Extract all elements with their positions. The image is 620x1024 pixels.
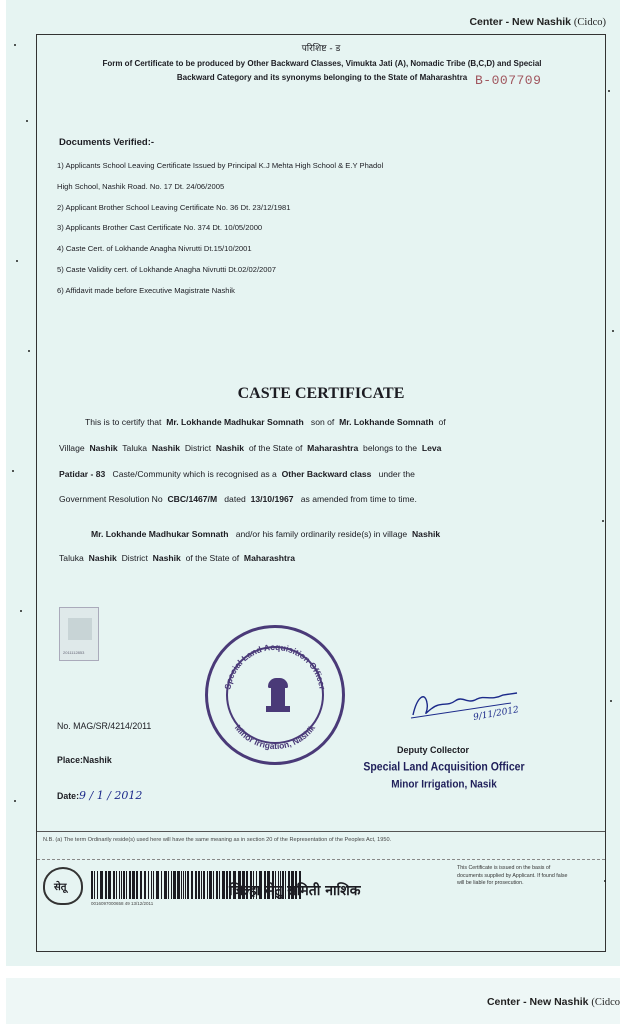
center-suffix: (Cidco) [573,17,606,28]
next-center-label: Center - New Nashik (Cidco [486,996,620,1008]
signature-date: 9/11/2012 [472,705,520,723]
handwritten-date: 9 / 1 / 2012 [79,789,143,802]
setu-logo [43,867,83,905]
photo-placeholder [68,618,92,640]
scan-speck [14,44,16,46]
barcode-bar [216,871,218,899]
footer-divider-dashed [37,859,605,860]
barcode-bar [201,871,202,899]
barcode-bar [91,871,93,899]
office-stamp-line-1: Special Land Acquisition Officer [363,760,525,774]
scan-speck [20,610,22,612]
documents-list [57,161,577,307]
issue-date: Date:9 / 1 / 2012 [57,789,143,802]
barcode-bar [116,871,117,899]
office-stamp-line-2: Minor Irrigation, Nasik [391,778,497,791]
barcode-bar [153,871,154,899]
barcode-bar [209,871,212,899]
hindi-title: परिशिष्ट - ड [301,44,341,54]
footer-divider [37,831,605,832]
scan-speck [14,800,16,802]
barcode-bar [187,871,189,899]
certificate-number: No. MAG/SR/4214/2011 [57,721,152,731]
document-item: 4) Caste Cert. of Lokhande Anagha Nivrutti Dt.15/10/2001 [57,244,252,254]
barcode-bar [161,871,162,899]
barcode-bar [171,871,172,899]
barcode-bar [164,871,167,899]
scan-speck [26,120,28,122]
barcode-bar [173,871,176,899]
barcode-bar [185,871,186,899]
barcode-bar [222,871,225,899]
certificate-line-4: Government Resolution No CBC/1467/M dated 13/10/1967 as amended from time to time. [59,494,417,504]
document-item: 1) Applicants School Leaving Certificate Issued by Principal K.J Mehta High School & E.Y Phadol [57,161,384,170]
barcode-bar [140,871,142,899]
seal-top-text: Special Land Acquisition Officer [222,641,328,691]
barcode-bar [195,871,197,899]
scan-speck [12,470,14,472]
serial-number: B-007709 [475,73,542,88]
barcode-bar [168,871,169,899]
scan-speck [604,880,606,882]
certificate-line-3: Patidar - 83 Caste/Community which is recognised as a Other Backward class under the [59,469,415,479]
certificate-line-5: Mr. Lokhande Madhukar Somnath and/or his family ordinarily reside(s) in village Nashik [91,529,441,539]
document-item: 6) Affidavit made before Executive Magistrate Nashik [57,285,235,295]
barcode-bar [191,871,193,899]
barcode-bar [203,871,205,899]
barcode-bar [123,871,125,899]
barcode-bar [213,871,214,899]
certificate-line-6: Taluka Nashik District Nashik of the State of Maharashtra [59,553,296,563]
barcode-number: 0016097000658 49 13/12/2011 [91,901,154,906]
father-name: Mr. Lokhande Somnath [339,417,434,427]
gr-number: CBC/1467/M [167,494,218,504]
barcode-bar [181,871,182,899]
barcode-bar [198,871,200,899]
barcode-bar [113,871,115,899]
scan-speck [610,700,612,702]
gr-date: 13/10/1967 [250,494,294,504]
form-title: Form of Certificate to be produced by Other Backward Classes, Vimukta Jati (A), Nomadic Tribe (B,C,D) and Special Backward Category and its synonyms belonging to the State of Maharashtra [102,59,542,82]
barcode-bar [129,871,131,899]
certificate-frame [36,34,606,952]
scan-speck [28,350,30,352]
barcode-bar [119,871,120,899]
issue-place: Place:Nashik [57,755,112,765]
barcode-bar [94,871,95,899]
documents-title: Documents Verified:- [59,137,155,148]
barcode-bar [148,871,149,899]
next-page-top [6,978,620,1024]
certificate-title: CASTE CERTIFICATE [237,385,405,402]
certificate-line-2: Village Nashik Taluka Nashik District Nashik of the State of Maharashtra belongs to the Leva [59,443,442,453]
barcode-bar [144,871,146,899]
national-emblem-icon [266,678,290,714]
barcode-bar [177,871,180,899]
scan-speck [602,520,604,522]
document-item: 2) Applicant Brother School Leaving Certificate No. 36 Dt. 23/12/1981 [57,202,291,212]
document-item: 5) Caste Validity cert. of Lokhande Anagha Nivrutti Dt.02/02/2007 [57,264,276,274]
barcode-bar [108,871,111,899]
barcode-bar [132,871,135,899]
barcode-bar [105,871,107,899]
seal-bottom-text: Minor Irrigation, Nashik [232,722,318,752]
official-seal [205,625,345,765]
designation: Deputy Collector [397,745,470,755]
scan-speck [608,90,610,92]
center-label: Center - New Nashik (Cidco) [469,16,606,28]
barcode-bar [151,871,152,899]
barcode-bar [207,871,208,899]
barcode-bar [100,871,103,899]
certificate-line-1: This is to certify that Mr. Lokhande Madhukar Somnath son of Mr. Lokhande Somnath of [85,417,446,427]
scan-speck [16,260,18,262]
category-name: Other Backward class [281,469,372,479]
photo-code: 2011112853 [63,650,85,655]
caste-name: Leva [421,443,442,453]
document-item: High School, Nashik Road. No. 17 Dt. 24/06/2005 [57,181,225,191]
barcode-bar [97,871,98,899]
committee-name: जिल्हा सेतु समिती नाशिक [229,883,361,899]
barcode-bar [156,871,159,899]
barcode-bar [183,871,184,899]
scan-speck [612,330,614,332]
issued-note: This Certificate is issued on the basis of documents supplied by Applicant. If found false will be liable for prosecution. [457,865,568,886]
seal-inner-ring [226,646,324,744]
next-center-suffix: (Cidco [591,997,620,1008]
barcode-bar [219,871,220,899]
barcode-bar [136,871,138,899]
footnote: N.B. (a) The term Ordinarily reside(s) used here will have the same meaning as in section 20 of the Representation of the Peoples Act, 1950. [43,837,392,843]
barcode-bar [121,871,122,899]
applicant-name: Mr. Lokhande Madhukar Somnath [166,417,304,427]
barcode-bar [126,871,127,899]
page-gap [0,966,620,978]
logo-text: सेतू [54,882,67,893]
certificate-page [6,0,620,966]
applicant-photo [59,607,99,661]
document-item: 3) Applicants Brother Cast Certificate No. 374 Dt. 10/05/2000 [57,223,263,233]
barcode-bar [226,871,228,899]
